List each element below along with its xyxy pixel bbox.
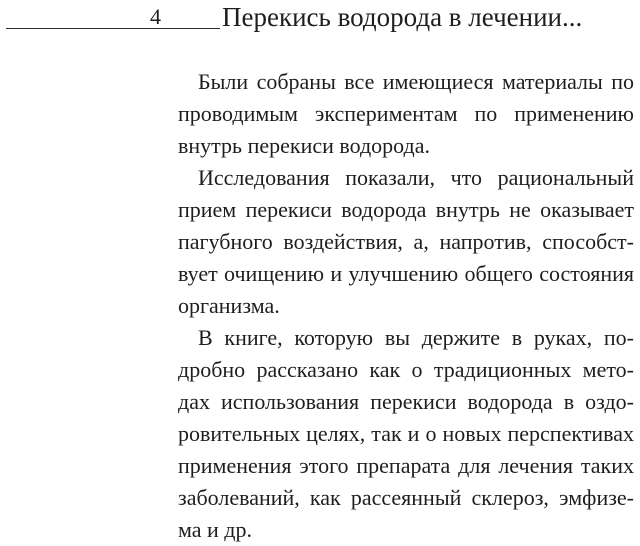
text-line: заболеваний, как рассеянный склероз, эмфизе- (178, 485, 634, 510)
text-line: ма и др. (178, 517, 253, 542)
text-line: пагубного воздействия, а, напротив, способст- (178, 229, 634, 254)
text-line: организма. (178, 293, 280, 318)
text-line: дробно рассказано как о традиционных мето- (178, 357, 634, 382)
text-line: применения этого препарата для лечения таких (178, 453, 634, 478)
page-number: 4 (150, 4, 161, 29)
text-line: вует очищению и улучшению общего состояния (178, 261, 634, 286)
text-line: В книге, которую вы держите в руках, по- (198, 325, 634, 350)
text-line: дах использования перекиси водорода в оздо- (178, 389, 634, 414)
running-header (0, 0, 640, 44)
text-line: ровительных целях, так и о новых перспективах (178, 421, 634, 446)
text-line: проводимым экспериментам по применению (178, 101, 634, 126)
running-title: Перекись водорода в лечении... (222, 2, 583, 32)
text-line: прием перекиси водорода внутрь не оказывает (178, 197, 634, 222)
text-line: Исследования показали, что рациональный (198, 165, 634, 190)
text-line: внутрь перекиси водорода. (178, 133, 431, 158)
body-text (178, 66, 634, 546)
header-rule (6, 28, 220, 29)
text-line: Были собраны все имеющиеся материалы по (198, 69, 634, 94)
